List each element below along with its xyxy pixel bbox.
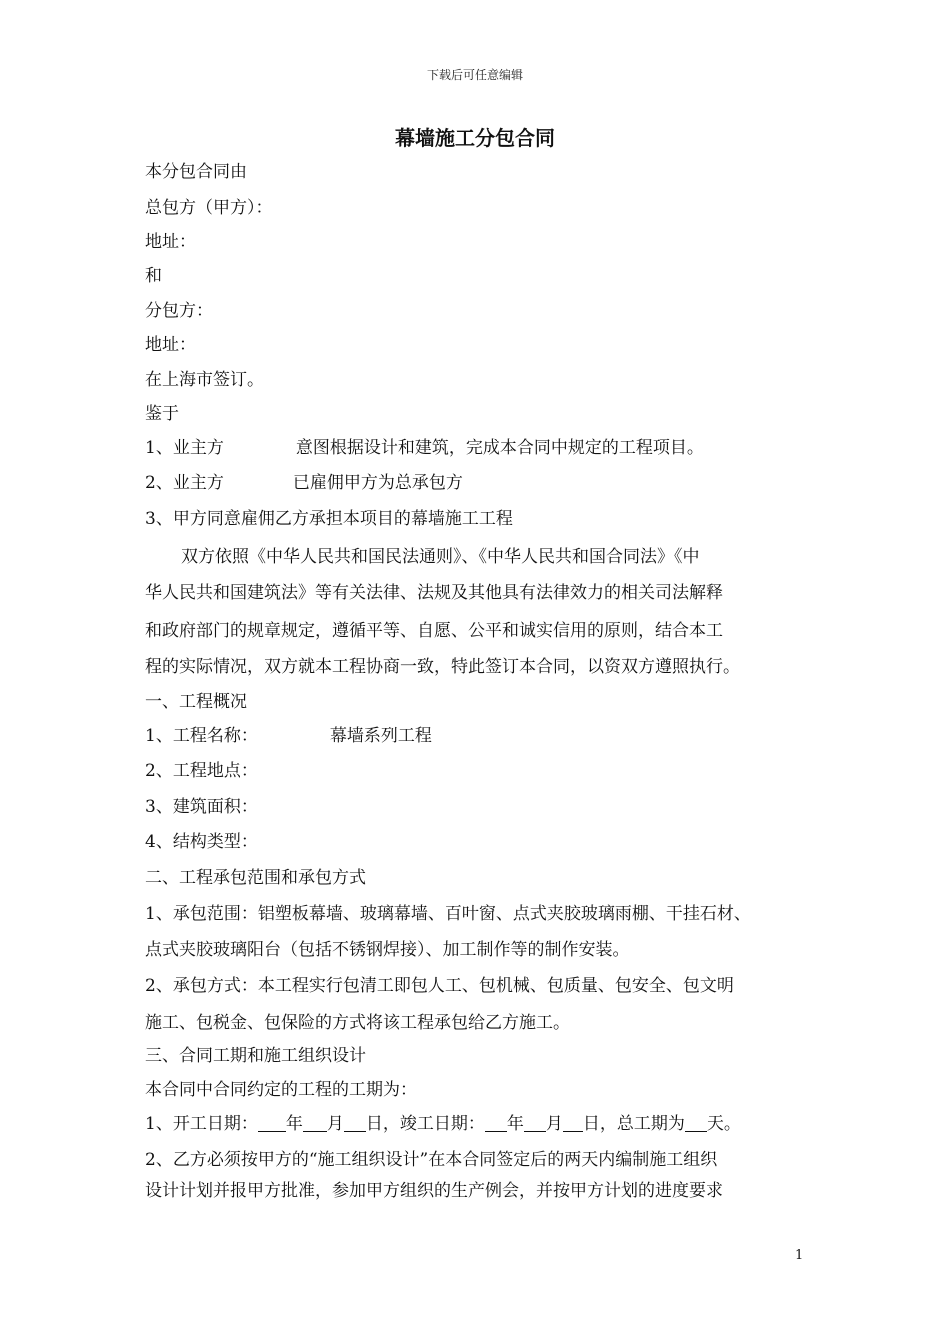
text-line: 地址： [145,232,196,252]
text-line: 3、甲方同意雇佣乙方承担本项目的幕墙施工工程 [145,509,513,529]
text-line [145,436,704,460]
text-line: 华人民共和国建筑法》等有关法律、法规及其他具有法律效力的相关司法解释 [145,583,723,603]
fill-blank [258,1113,286,1132]
text-segment: 已雇佣甲方为总承包方 [292,473,463,493]
text-segment: 日，总工期为 [582,1114,685,1134]
text-line: 2、工程地点： [145,761,258,781]
text-line: 1、承包范围：铝塑板幕墙、玻璃幕墙、百叶窗、点式夹胶玻璃雨棚、干挂石材、 [145,904,751,924]
text-segment: 1、开工日期： [145,1114,258,1134]
text-line: 2、承包方式：本工程实行包清工即包人工、包机械、包质量、包安全、包文明 [145,976,734,996]
fill-blank [344,1113,366,1132]
text-segment: 意图根据设计和建筑，完成本合同中规定的工程项目。 [295,438,704,458]
text-line: 施工、包税金、包保险的方式将该工程承包给乙方施工。 [145,1013,570,1033]
text-line: 总包方（甲方）： [145,198,273,218]
text-segment: 1、工程名称： [145,726,258,746]
fill-blank [485,1113,507,1132]
text-line: 地址： [145,335,196,355]
text-line: 设计计划并报甲方批准，参加甲方组织的生产例会，并按甲方计划的进度要求 [145,1181,723,1201]
fill-blank [524,1113,546,1132]
fill-blank [563,1113,583,1132]
header-note: 下载后可任意编辑 [426,68,523,82]
text-line: 在上海市签订。 [145,370,264,390]
text-segment: 年 [285,1114,303,1134]
fill-blank [685,1113,707,1132]
text-segment: 年 [506,1114,524,1134]
text-line [145,724,432,748]
text-segment: 天。 [706,1114,741,1134]
date-line [145,1112,741,1136]
text-line: 和政府部门的规章规定，遵循平等、自愿、公平和诚实信用的原则，结合本工 [145,621,723,641]
text-line: 程的实际情况，双方就本工程协商一致，特此签订本合同，以资双方遵照执行。 [145,657,740,677]
text-line: 分包方： [145,301,213,321]
text-line: 3、建筑面积： [145,797,258,817]
text-segment: 日，竣工日期： [365,1114,485,1134]
section-heading: 一、工程概况 [145,692,247,712]
text-segment: 月 [326,1114,344,1134]
text-line [145,471,463,495]
text-line: 鉴于 [145,404,179,424]
text-segment: 月 [545,1114,563,1134]
text-line: 双方依照《中华人民共和国民法通则》、《中华人民共和国合同法》《中 [181,547,700,567]
text-segment: 1、业主方 [145,438,224,458]
text-line: 和 [145,266,162,286]
text-segment: 幕墙系列工程 [329,726,432,746]
text-segment: 2、业主方 [145,473,224,493]
page-number: 1 [795,1248,804,1263]
text-line: 本合同中合同约定的工程的工期为： [145,1080,417,1100]
section-heading: 三、合同工期和施工组织设计 [145,1046,366,1066]
fill-blank [303,1113,327,1132]
text-line: 本分包合同由 [145,162,247,182]
document-title: 幕墙施工分包合同 [395,126,555,150]
text-line: 点式夹胶玻璃阳台（包括不锈钢焊接）、加工制作等的制作安装。 [145,940,630,960]
text-line: 4、结构类型： [145,832,258,852]
text-line: 2、乙方必须按甲方的“施工组织设计”在本合同签定后的两天内编制施工组织 [145,1150,718,1170]
section-heading: 二、工程承包范围和承包方式 [145,868,366,888]
